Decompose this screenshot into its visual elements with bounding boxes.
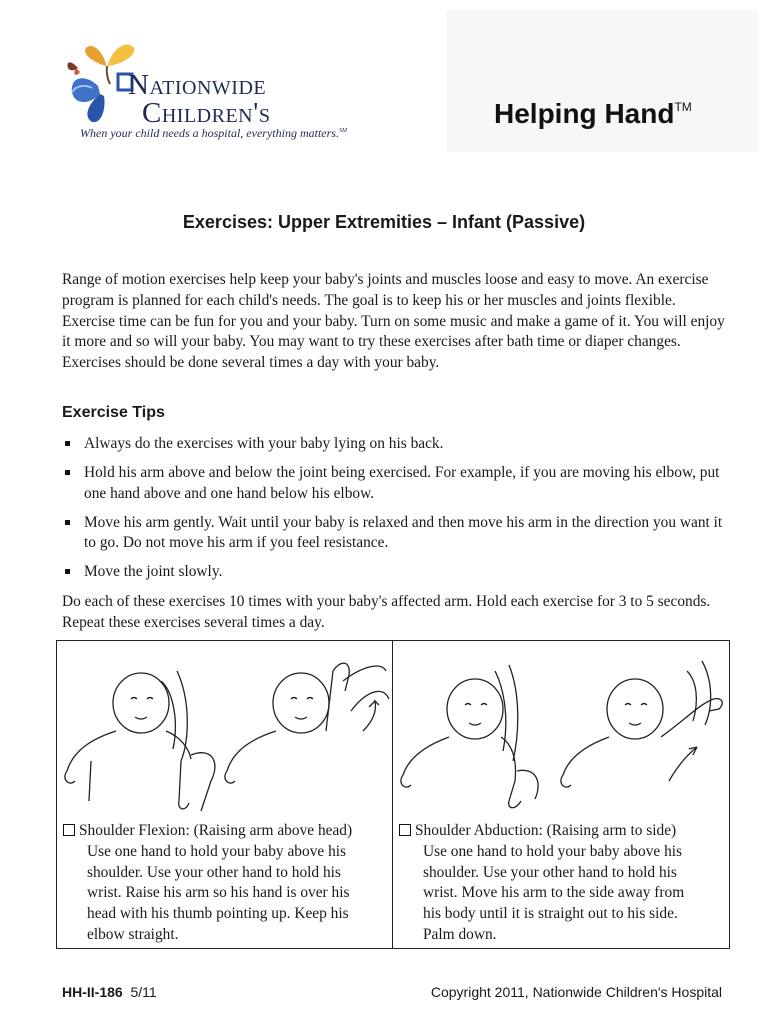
exercise-description-shoulder-flexion: Shoulder Flexion: (Raising arm above head) Use one hand to hold your baby above his shoulder. Use your other hand to hold his wrist. Raise his arm so his hand is over his head with his thumb pointing up. Keep his elbow straight. [63, 821, 352, 946]
tip-item: Always do the exercises with your baby lying on his back. [62, 434, 732, 455]
intro-paragraph: Range of motion exercises help keep your baby's joints and muscles loose and easy to move. An exercise program is planned for each child's needs. The goal is to keep his or her muscles and joints flexible. Exercise time can be fun for you and your baby. Turn on some music and make a game of it. You will enjoy it more and so will your baby. You may want to try these exercises after bath time or diaper changes. Exercises should be done several times a day with your baby. [62, 271, 725, 372]
footer-document-code: HH-II-186 5/11 [62, 984, 157, 1000]
tip-item: Move his arm gently. Wait until your baby is relaxed and then move his arm in the direction you want it to go. Do not move his arm if you feel resistance. [62, 513, 732, 554]
tip-item: Hold his arm above and below the joint being exercised. For example, if you are moving his elbow, put one hand above and one hand below his elbow. [62, 463, 732, 504]
shoulder-abduction-illustration [397, 651, 727, 821]
footer-copyright: Copyright 2011, Nationwide Children's Hospital [430, 984, 722, 1000]
checkbox-icon [63, 824, 75, 836]
tip-item: Move the joint slowly. [62, 562, 732, 583]
table-divider [392, 640, 393, 949]
logo-name-line1: Nationwide [128, 69, 267, 101]
logo-name-line2: Children's [142, 97, 271, 129]
hospital-logo [62, 36, 372, 148]
helping-hand-title: Helping Hand™ [494, 98, 692, 129]
exercise-table [56, 640, 730, 949]
shoulder-flexion-illustration [61, 651, 391, 821]
exercise-description-shoulder-abduction: Shoulder Abduction: (Raising arm to side) Use one hand to hold your baby above his shoulder. Use your other hand to hold his wrist. Move his arm to the side away from his body until it is straight out to his side. Palm down. [399, 821, 684, 946]
instructions-paragraph: Do each of these exercises 10 times with your baby's affected arm. Hold each exercise for 3 to 5 seconds. Repeat these exercises several times a day. [62, 593, 711, 631]
exercise-tips-list [62, 434, 732, 591]
logo-tagline: When your child needs a hospital, everything matters.℠ [80, 126, 347, 140]
brand-panel [446, 10, 758, 152]
checkbox-icon [399, 824, 411, 836]
exercise-tips-heading: Exercise Tips [62, 404, 165, 421]
page-title: Exercises: Upper Extremities – Infant (Passive) [182, 212, 586, 232]
